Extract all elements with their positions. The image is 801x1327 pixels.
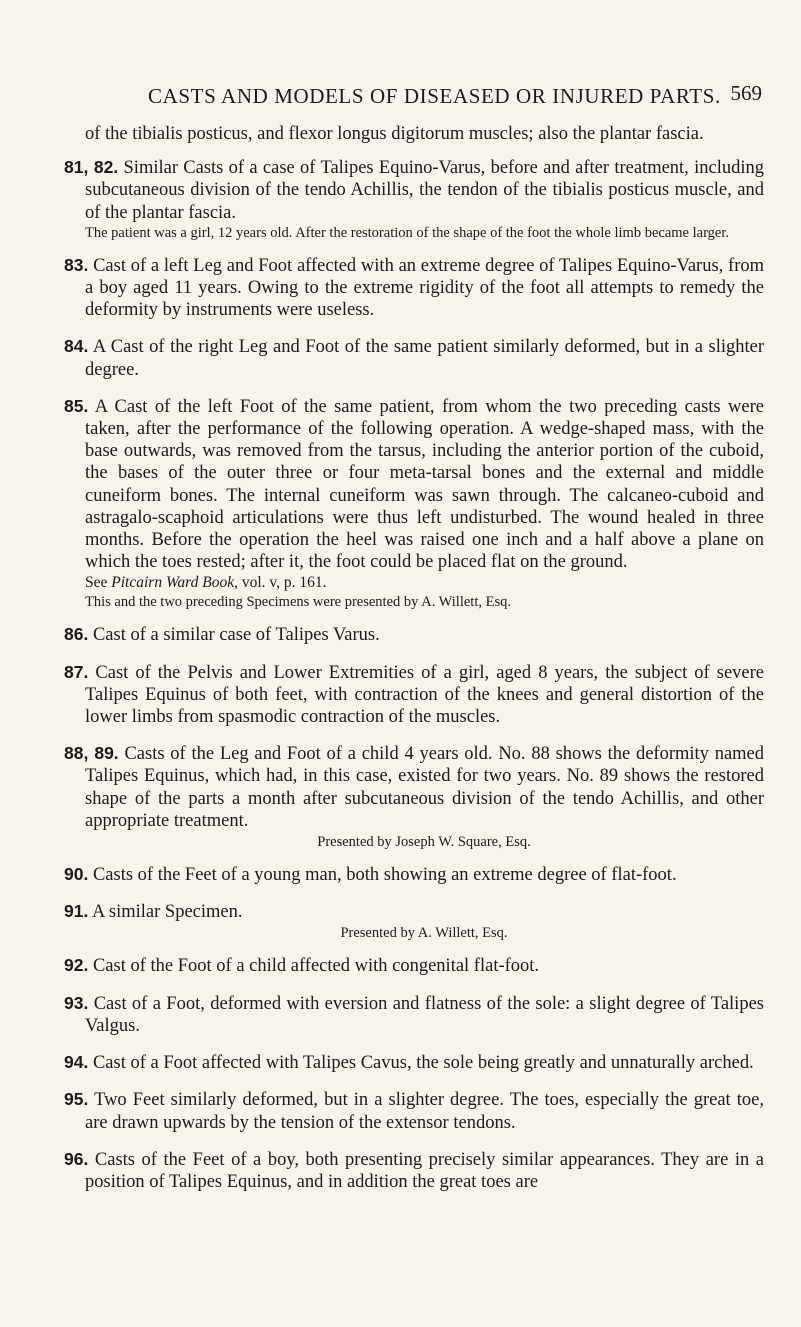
presented-by: Presented by A. Willett, Esq. xyxy=(340,925,508,942)
catalogue-entry-92 xyxy=(64,954,764,977)
catalogue-entry-88-89 xyxy=(64,742,764,832)
catalogue-entry-94 xyxy=(64,1051,764,1074)
reference-prefix: See xyxy=(85,574,112,592)
entry-number: 96. xyxy=(64,1148,89,1169)
entry-text: Cast of the Foot of a child affected with congenital flat-foot. xyxy=(92,956,540,977)
entry-text: A Cast of the right Leg and Foot of the same patient similarly deformed, but in a slighter degree. xyxy=(85,337,764,380)
catalogue-entry-96 xyxy=(64,1148,764,1193)
catalogue-entry-91 xyxy=(64,900,764,923)
entry-text: Two Feet similarly deformed, but in a slighter degree. The toes, especially the great toe, are drawn upwards by the tension of the extensor tendons. xyxy=(85,1090,764,1133)
continued-paragraph: of the tibialis posticus, and flexor longus digitorum muscles; also the plantar fascia. xyxy=(85,124,704,144)
reference-title: Pitcairn Ward Book xyxy=(111,574,235,592)
catalogue-entry-90 xyxy=(64,863,764,886)
entry-text: Casts of the Feet of a young man, both showing an extreme degree of flat-foot. xyxy=(92,865,677,886)
entry-number: 88, 89. xyxy=(64,743,119,764)
entry-number: 85. xyxy=(64,395,89,416)
entry-text: A Cast of the left Foot of the same patient, from whom the two preceding casts were taken, after the performance of the following operation. A wedge-shaped mass, with the base outwards, was removed from the tarsus, including the anterior portion of the cuboid, the bases of the outer three or four meta-tarsal bones and the external and middle cuneiform bones. The internal cuneiform was sawn through. The calcaneo-cuboid and astragalo-scaphoid articulations were thus left undisturbed. The wound healed in three months. Before the operation the heel was raised one inch and a half above a plane on which the toes rested; after it, the foot could be placed flat on the ground. xyxy=(85,396,764,573)
reference-suffix: , vol. v, p. 161. xyxy=(234,574,327,592)
entry-note: This and the two preceding Specimens were presented by A. Willett, Esq. xyxy=(85,594,511,611)
entry-text: Cast of a Foot affected with Talipes Cavus, the sole being greatly and unnaturally arched. xyxy=(92,1053,754,1074)
entry-number: 90. xyxy=(64,864,89,885)
entry-number: 94. xyxy=(64,1052,89,1073)
catalogue-entry-81-82 xyxy=(64,156,764,224)
page-header xyxy=(0,81,801,114)
entry-number: 83. xyxy=(64,254,89,275)
catalogue-entry-84 xyxy=(64,335,764,380)
entry-text: Casts of the Feet of a boy, both presenting precisely similar appearances. They are in a position of Talipes Equinus, and in addition the great toes are xyxy=(85,1149,765,1192)
catalogue-entry-95 xyxy=(64,1088,764,1133)
entry-number: 81, 82. xyxy=(64,157,119,178)
entry-note: The patient was a girl, 12 years old. After the restoration of the shape of the foot the whole limb became larger. xyxy=(85,224,729,241)
entry-number: 87. xyxy=(64,661,89,682)
entry-text: Cast of a left Leg and Foot affected with an extreme degree of Talipes Equino-Varus, from a boy aged 11 years. Owing to the extreme rigidity of the foot all attempts to remedy the deformity by instruments were useless. xyxy=(85,255,765,321)
entry-text: Cast of a Foot, deformed with eversion and flatness of the sole: a slight degree of Talipes Valgus. xyxy=(85,993,764,1036)
entry-number: 86. xyxy=(64,624,89,645)
catalogue-entry-83 xyxy=(64,254,764,322)
page-body xyxy=(64,123,764,1193)
entry-text: Casts of the Leg and Foot of a child 4 years old. No. 88 shows the deformity named Talipes Equinus, which had, in this case, existed for two years. No. 89 shows the restored shape of the parts a month after subcutaneous division of the tendo Achillis, and other appropriate treatment. xyxy=(85,744,765,831)
entry-number: 84. xyxy=(64,336,89,357)
entry-text: Cast of a similar case of Talipes Varus. xyxy=(92,625,380,646)
catalogue-entry-85 xyxy=(64,395,764,574)
entry-text: Similar Casts of a case of Talipes Equino-Varus, before and after treatment, including subcutaneous division of the tendo Achillis, the tendon of the tibialis posticus muscle, and of the plantar fascia. xyxy=(85,158,764,223)
running-title: CASTS AND MODELS OF DISEASED OR INJURED PARTS. xyxy=(148,84,721,108)
entry-reference xyxy=(64,573,764,593)
entry-number: 91. xyxy=(64,901,89,922)
entry-number: 93. xyxy=(64,992,89,1013)
entry-number: 92. xyxy=(64,955,89,976)
page-number: 569 xyxy=(730,81,762,105)
presented-by: Presented by Joseph W. Square, Esq. xyxy=(317,834,531,851)
entry-text: Cast of the Pelvis and Lower Extremities of a girl, aged 8 years, the subject of severe Talipes Equinus of both feet, with contraction of the knees and general distortion of the lower limbs from spasmodic contraction of the muscles. xyxy=(85,662,765,728)
entry-text: A similar Specimen. xyxy=(91,902,243,923)
entry-number: 95. xyxy=(64,1089,89,1110)
catalogue-entry-87 xyxy=(64,661,764,729)
catalogue-entry-86 xyxy=(64,623,764,646)
catalogue-entry-93 xyxy=(64,992,764,1037)
